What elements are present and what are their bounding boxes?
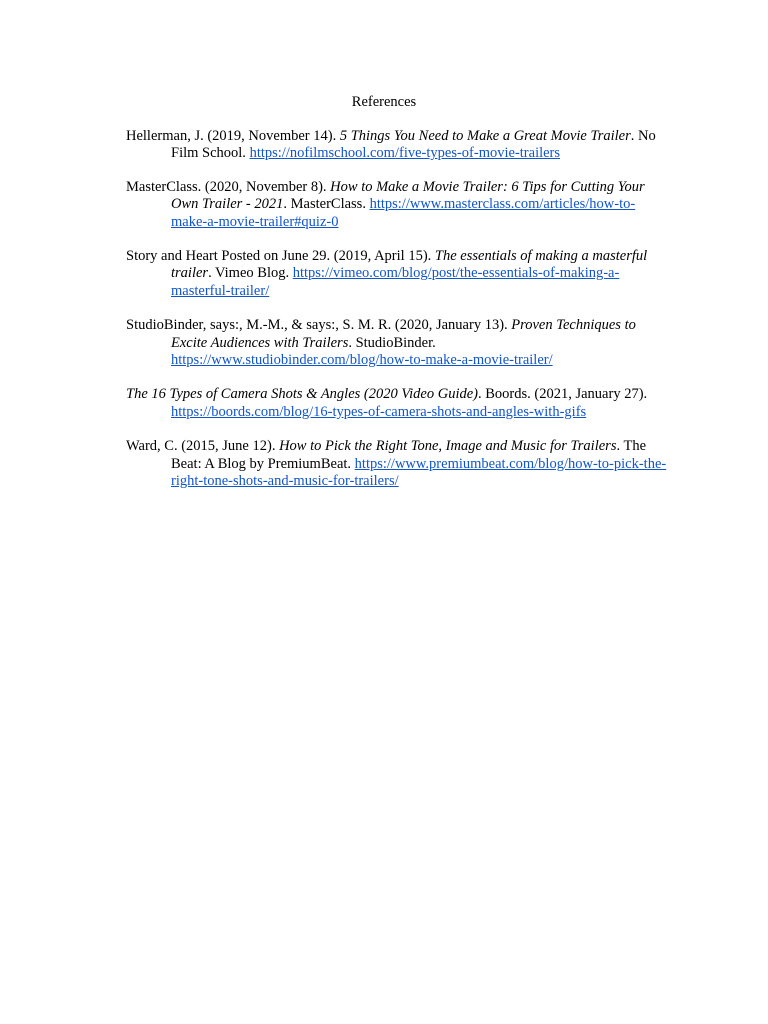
reference-author-date: StudioBinder, says:, M.-M., & says:, S. M. R. (2020, January 13). [126,317,512,334]
reference-list [126,128,671,507]
reference-source: . No Film School. [171,128,656,162]
reference-title: How to Make a Movie Trailer: 6 Tips for Cutting Your Own Trailer - 2021 [171,178,645,213]
reference-link[interactable]: https://www.masterclass.com/articles/how-to-make-a-movie-trailer#quiz-0 [171,196,636,230]
reference-author-date: MasterClass. (2020, November 8). [126,178,331,195]
reference-source: . MasterClass. [283,196,370,213]
reference-entry-studiobinder [126,317,671,369]
reference-entry-masterclass [126,179,671,231]
reference-source: . Boords. (2021, January 27). [478,386,648,403]
reference-title: The 16 Types of Camera Shots & Angles (2020 Video Guide) [126,386,478,403]
page-title: References [351,94,417,110]
reference-link[interactable]: https://boords.com/blog/16-types-of-camera-shots-and-angles-with-gifs [171,403,587,420]
reference-source: . The Beat: A Blog by PremiumBeat. [171,438,646,472]
reference-author-date: Hellerman, J. (2019, November 14). [126,128,340,144]
reference-title: Proven Techniques to Excite Audiences with Trailers [171,317,636,351]
reference-entry-boords [126,386,671,421]
reference-title: How to Pick the Right Tone, Image and Music for Trailers [279,438,617,455]
reference-source: . StudioBinder. [348,334,436,351]
reference-source: . Vimeo Blog. [208,265,293,282]
reference-entry-vimeo [126,248,671,300]
reference-entry-hellerman [126,128,671,163]
reference-author-date: Story and Heart Posted on June 29. (2019, April 15). [126,248,435,265]
reference-entry-ward [126,438,671,490]
reference-author-date: Ward, C. (2015, June 12). [126,438,280,455]
reference-link[interactable]: https://www.premiumbeat.com/blog/how-to-pick-the-right-tone-shots-and-music-for-trailers/ [171,455,667,490]
reference-title: 5 Things You Need to Make a Great Movie Trailer [339,128,631,144]
reference-link[interactable]: https://www.studiobinder.com/blog/how-to-make-a-movie-trailer/ [171,352,553,369]
reference-title: The essentials of making a masterful trailer [171,248,648,282]
reference-link[interactable]: https://nofilmschool.com/five-types-of-movie-trailers [249,145,561,162]
reference-link[interactable]: https://vimeo.com/blog/post/the-essentials-of-making-a-masterful-trailer/ [171,265,620,299]
